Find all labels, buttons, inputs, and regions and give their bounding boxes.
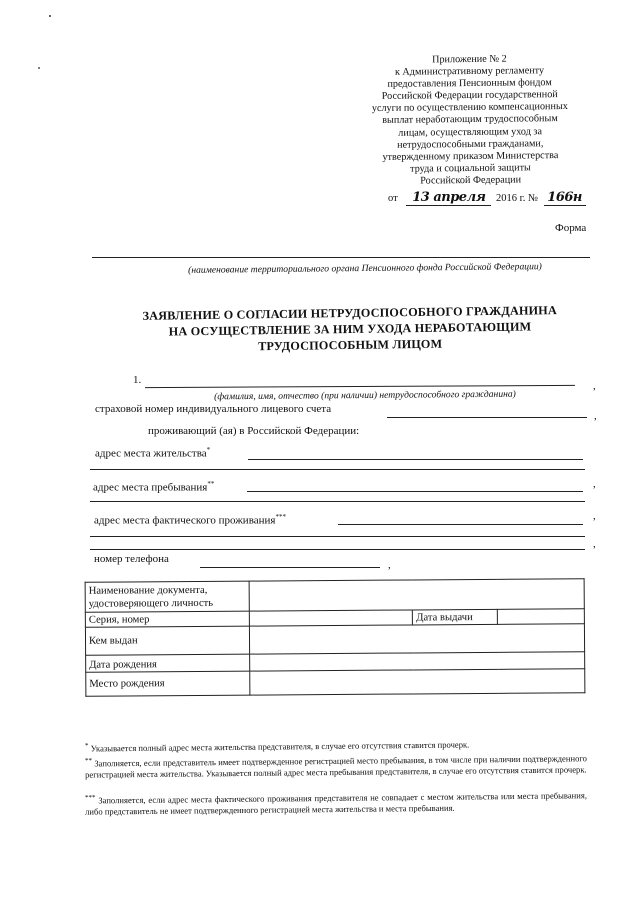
organ-name-line [92, 257, 590, 258]
stay-line-2 [90, 501, 585, 502]
comma: , [593, 478, 596, 490]
appendix-line: выплат неработающим трудоспособным [382, 113, 558, 127]
document-title [110, 302, 591, 357]
date-prefix: от [388, 193, 398, 204]
footnote-3: *** Заполняется, если адрес места фактического проживания представителя не совпадает с местом жительства или места пребывания, либо представитель не имеет подтвержденного регистрацией места жительства и места пребывания. [84, 790, 588, 817]
form-label: Форма [555, 222, 587, 234]
order-date-row [388, 190, 586, 206]
snils-label: страховой номер индивидуального лицевого счета [95, 403, 332, 415]
footnote-mark: * [84, 741, 89, 750]
appendix-line: труда и социальной защиты [410, 162, 531, 175]
title-line: ЗАЯВЛЕНИЕ О СОГЛАСИИ НЕТРУДОСПОСОБНОГО ГРАЖДАНИНА [142, 303, 558, 323]
phone-line [200, 567, 380, 568]
appendix-line: услуги по осуществлению компенсационных [371, 101, 568, 115]
footnote-mark: ** [207, 480, 215, 488]
footnote-2: ** Заполняется, если представитель имеет подтвержденное регистрацией место пребывания, в том числе при наличии подтвержденного регистрацией места жительства. Указывается полный адрес места пребывания представителя, в случае его отсутствия ставится прочерк. [84, 753, 588, 780]
stay-line-1 [247, 491, 583, 492]
appendix-line: Российской Федерации [420, 174, 522, 187]
identity-document-table [85, 578, 586, 696]
table-row [85, 579, 584, 612]
handwritten-order-number: 166н [547, 190, 582, 205]
residence-line-2 [90, 469, 585, 470]
appendix-line: к Административному регламенту [394, 65, 545, 78]
issue-date-cell[interactable] [498, 609, 585, 625]
organ-caption: (наименование территориального органа Пенсионного фонда Российской Федерации) [188, 261, 542, 276]
comma: , [593, 380, 596, 392]
residence-label: адрес места жительства* [95, 446, 211, 460]
actual-line-3 [90, 549, 585, 550]
actual-label: адрес места фактического проживания*** [94, 513, 286, 527]
comma: , [593, 538, 596, 550]
birth-place-label: Место рождения [86, 671, 250, 696]
appendix-line: предоставления Пенсионным фондом [387, 77, 552, 91]
title-line: НА ОСУЩЕСТВЛЕНИЕ ЗА НИМ УХОДА НЕРАБОТАЮЩИМ [168, 319, 532, 339]
appendix-line: лицам, осуществляющим уход за [398, 125, 543, 139]
series-number-cell[interactable] [249, 610, 413, 626]
comma: , [388, 559, 391, 571]
issue-date-label: Дата выдачи [413, 609, 498, 625]
birth-date-label: Дата рождения [86, 654, 250, 672]
issued-by-label: Кем выдан [85, 626, 249, 655]
appendix-line: нетрудоспособными гражданами, [397, 137, 544, 151]
footnote-mark: * [206, 446, 211, 454]
footnote-1: * Указывается полный адрес места жительства представителя, в случае его отсутствия ставится прочерк. [84, 739, 470, 754]
item-number: 1. [133, 374, 142, 386]
residence-line-1 [248, 459, 583, 460]
stay-label: адрес места пребывания** [93, 480, 215, 494]
series-number-label: Серия, номер [85, 611, 249, 627]
doc-name-cell[interactable] [249, 579, 584, 611]
doc-name-label: Наименование документа, удостоверяющего личность [85, 581, 249, 612]
appendix-line: Приложение № 2 [432, 53, 507, 66]
table-row [86, 669, 585, 696]
phone-label: номер телефона [94, 553, 169, 565]
title-line: ТРУДОСПОСОБНЫМ ЛИЦОМ [258, 336, 443, 354]
footnote-mark: *** [84, 793, 96, 802]
issued-by-cell[interactable] [249, 624, 584, 654]
table-row [85, 624, 584, 655]
appendix-line: утвержденному приказом Министерства [382, 149, 559, 163]
footnote-mark: *** [275, 513, 286, 521]
name-line [145, 385, 575, 388]
appendix-line: Российской Федерации государственной [381, 89, 558, 103]
snils-line [387, 417, 587, 418]
scan-speck [49, 15, 51, 17]
handwritten-date: 13 апреля [412, 190, 486, 205]
date-year: 2016 г. № [495, 193, 538, 204]
name-caption: (фамилия, имя, отчество (при наличии) нетрудоспособного гражданина) [214, 388, 516, 403]
birth-place-cell[interactable] [250, 669, 585, 695]
scan-speck [38, 67, 40, 69]
appendix-block [349, 53, 590, 189]
comma: , [593, 510, 596, 522]
actual-line-1 [338, 524, 583, 525]
actual-line-2 [90, 536, 585, 537]
comma: , [594, 410, 597, 422]
residing-label: проживающий (ая) в Российской Федерации: [148, 425, 360, 437]
footnote-mark: ** [84, 756, 92, 765]
